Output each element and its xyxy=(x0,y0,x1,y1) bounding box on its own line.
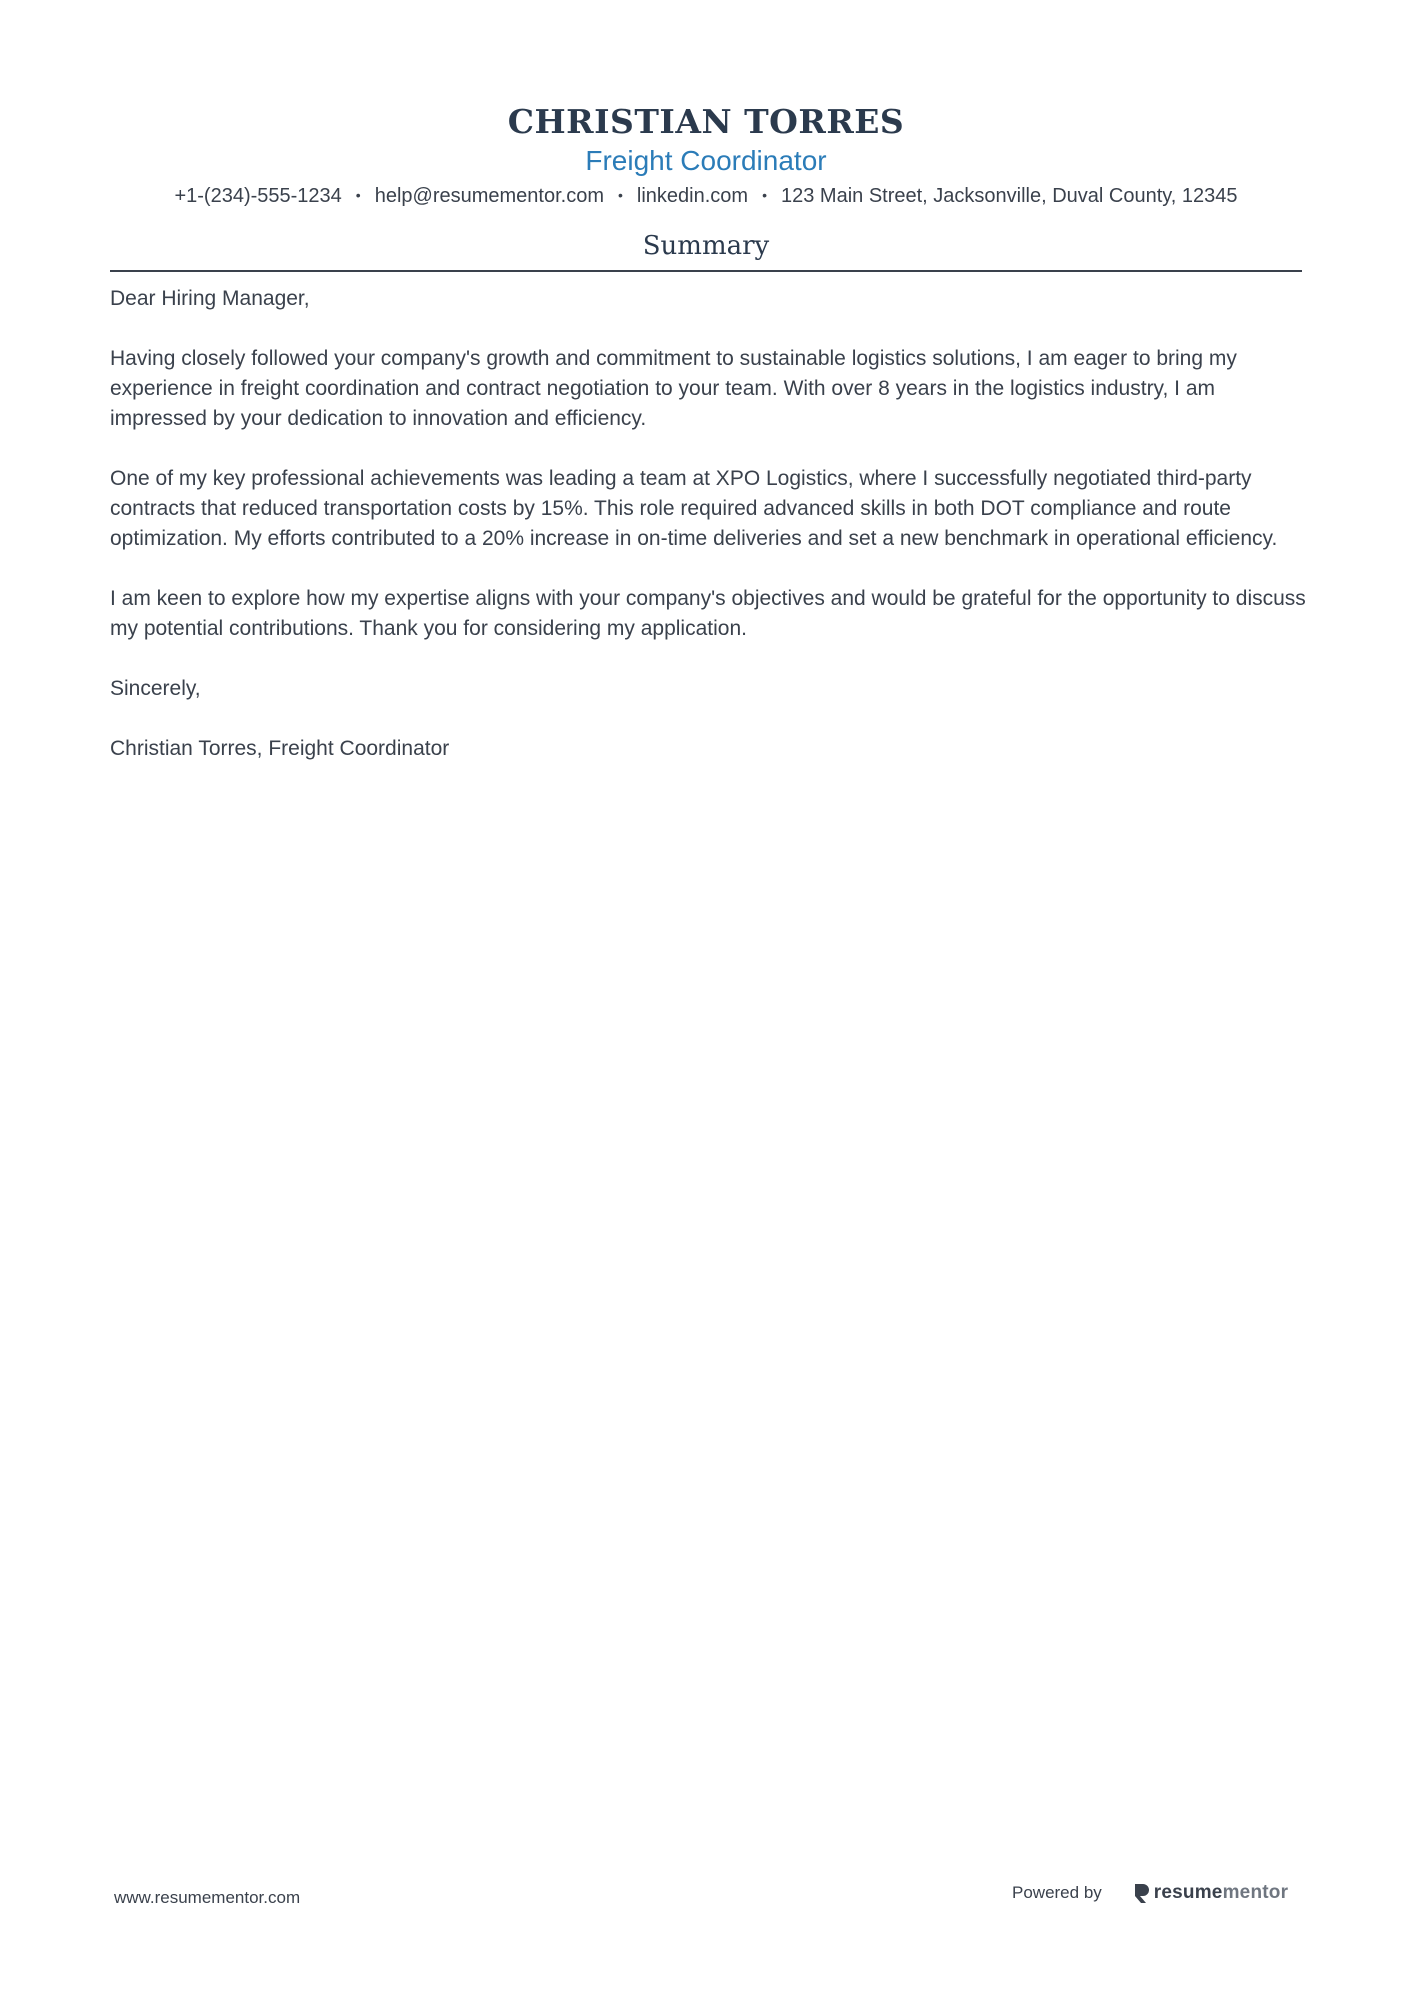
contact-address: 123 Main Street, Jacksonville, Duval County, 12345 xyxy=(780,185,1238,207)
contact-phone: +1-(234)-555-1234 xyxy=(174,185,342,207)
signature: Christian Torres, Freight Coordinator xyxy=(110,737,450,760)
salutation: Dear Hiring Manager, xyxy=(110,287,310,310)
brand-text-mentor: mentor xyxy=(1222,1882,1289,1903)
header xyxy=(110,100,1302,211)
section-heading-summary: Summary xyxy=(642,231,770,261)
letter-body xyxy=(110,284,1306,794)
footer-branding xyxy=(1012,1882,1288,1904)
separator-dot: • xyxy=(355,186,361,203)
closing: Sincerely, xyxy=(110,677,201,700)
contact-linkedin[interactable]: linkedin.com xyxy=(636,185,749,207)
applicant-name: CHRISTIAN TORRES xyxy=(507,102,905,141)
section-divider xyxy=(110,270,1302,272)
resumementor-logo-icon xyxy=(1132,1882,1150,1904)
letter-paragraph-3: I am keen to explore how my expertise aligns with your company's objectives and would be grateful for the opportunity to discuss my potential contributions. Thank you for considering my application. xyxy=(110,587,1306,640)
separator-dot: • xyxy=(618,186,623,203)
resumementor-logo[interactable] xyxy=(1132,1882,1288,1904)
powered-by-label: Powered by xyxy=(1012,1883,1102,1902)
contact-line xyxy=(110,182,1302,211)
brand-text-resume: resume xyxy=(1153,1882,1223,1903)
footer-website[interactable]: www.resumementor.com xyxy=(114,1888,301,1907)
letter-paragraph-2: One of my key professional achievements was leading a team at XPO Logistics, where I successfully negotiated third-party contracts that reduced transportation costs by 15%. This role required advanced skills in both DOT compliance and route optimization. My efforts contributed to a 20% increase in on-time deliveries and set a new benchmark in operational efficiency. xyxy=(110,467,1278,550)
contact-email[interactable]: help@resumementor.com xyxy=(374,185,604,207)
letter-paragraph-1: Having closely followed your company's growth and commitment to sustainable logistics solutions, I am eager to bring my experience in freight coordination and contract negotiation to your team. With over 8 years in the logistics industry, I am impressed by your dedication to innovation and efficiency. xyxy=(110,347,1237,430)
job-title: Freight Coordinator xyxy=(585,145,827,176)
separator-dot: • xyxy=(762,186,767,203)
